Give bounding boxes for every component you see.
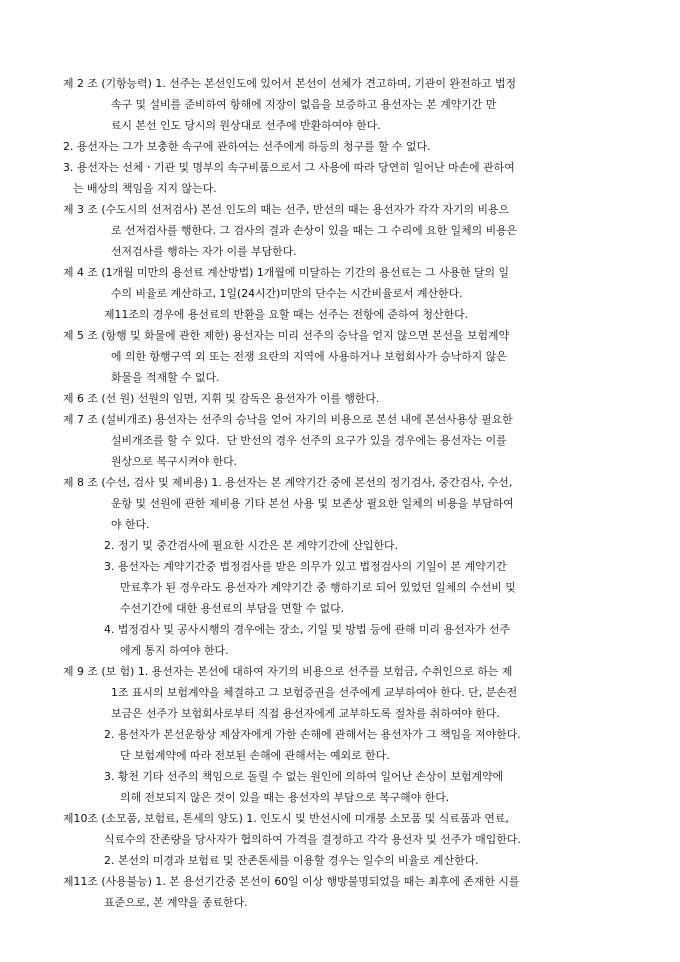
- article-5-line-2: 에 의한 항행구역 외 또는 전쟁 요란의 지역에 사용하거나 보험회사가 승낙하지 않은: [111, 350, 507, 363]
- article-3-line-2: 로 선저검사를 행한다. 그 검사의 결과 손상이 있을 때는 그 수리에 요한 일체의 비용은: [111, 224, 518, 237]
- article-8-item-3-line-3: 수선기간에 대한 용선료의 부담을 면할 수 없다.: [120, 602, 345, 615]
- article-8-item-3-line-1: 3. 용선자는 계약기간중 법정검사를 받은 의무가 있고 법정검사의 기일이 본 계약기간: [104, 560, 507, 573]
- article-8-line-1: 제 8 조 (수선, 검사 및 제비용) 1. 용선자는 본 계약기간 중에 본선의 정기검사, 중간검사, 수선,: [63, 476, 513, 489]
- article-5-line-1: 제 5 조 (항행 및 화물에 관한 제한) 용선자는 미리 선주의 승낙을 얻지 않으면 본선을 보험계약: [63, 329, 510, 342]
- article-7-line-3: 원상으로 복구시켜야 한다.: [111, 455, 238, 468]
- article-11-line-1: 제11조 (사용불능) 1. 본 용선기간중 본선이 60일 이상 행방불명되었을 때는 최후에 존재한 시를: [63, 875, 520, 888]
- article-9-item-3-line-2: 의해 전보되지 않은 것이 있을 때는 용선자의 부담으로 복구해야 한다.: [120, 791, 450, 804]
- article-10-item-2: 2. 본선의 미경과 보험료 및 잔존톤세를 이용할 경우는 일수의 비율로 계산한다.: [104, 854, 479, 867]
- article-8-item-4-line-1: 4. 법정검사 및 공사시행의 경우에는 장소, 기일 및 방법 등에 관해 미리 용선자가 선주: [104, 623, 511, 636]
- article-9-item-3-line-1: 3. 황천 기타 선주의 책임으로 돌릴 수 없는 원인에 의하여 일어난 손상이 보험계약에: [104, 770, 504, 783]
- article-5-line-3: 화물을 적재할 수 없다.: [111, 371, 220, 384]
- article-10-line-1: 제10조 (소모품, 보험료, 톤세의 양도) 1. 인도시 및 반선시에 미개봉 소모품 및 식료품과 연료,: [63, 812, 509, 825]
- article-2-item-3-line-2: 는 배상의 책임을 지지 않는다.: [73, 182, 217, 195]
- article-8-item-4-line-2: 에게 통지 하여야 한다.: [120, 644, 229, 657]
- article-2-line-1: 제 2 조 (기항능력) 1. 선주는 본선인도에 있어서 본선이 선체가 견고하며, 기관이 완전하고 법정: [63, 77, 517, 90]
- article-8-item-3-line-2: 만료후가 된 경우라도 용선자가 계약기간 중 행하기로 되어 있었던 일체의 수선비 및: [120, 581, 516, 594]
- article-9-line-3: 보금은 선주가 보험회사로부터 직접 용선자에게 교부하도록 절차를 취하여야 한다.: [111, 707, 500, 720]
- article-4-line-3: 제11조의 경우에 용선료의 반환을 요할 때는 선주는 전항에 준하여 청산한다.: [104, 308, 469, 321]
- article-4-line-2: 수의 비율로 계산하고, 1일(24시간)미만의 단수는 시간비율로서 계산한다.: [111, 287, 463, 300]
- article-8-line-2: 운항 및 선원에 관한 제비용 기타 본선 사용 및 보존상 필요한 일체의 비용을 부담하여: [111, 497, 514, 510]
- article-3-line-3: 선저검사를 행하는 자가 이를 부담한다.: [111, 245, 297, 258]
- article-9-item-2-line-2: 단 보험계약에 따라 전보된 손해에 관해서는 예외로 한다.: [120, 749, 390, 762]
- article-2-line-2: 속구 및 설비를 준비하여 항해에 지장이 없음을 보증하고 용선자는 본 계약기간 만: [111, 98, 497, 111]
- article-9-line-1: 제 9 조 (보 험) 1. 용선자는 본선에 대하여 자기의 비용으로 선주를 보험금, 수취인으로 하는 제: [63, 665, 513, 678]
- article-4-line-1: 제 4 조 (1개월 미만의 용선료 계산방법) 1개월에 미달하는 기간의 용선료는 그 사용한 달의 일: [63, 266, 509, 279]
- article-7-line-2: 설비개조를 할 수 있다. 단 반선의 경우 선주의 요구가 있을 경우에는 용선자는 이를: [111, 434, 507, 447]
- article-2-item-3-line-1: 3. 용선자는 선체ㆍ기관 및 명부의 속구비품으로서 그 사용에 따라 당연히 일어난 마손에 관하여: [63, 161, 515, 174]
- article-6-line-1: 제 6 조 (선 원) 선원의 임면, 지휘 및 감독은 용선자가 이를 행한다.: [63, 392, 380, 405]
- article-8-line-3: 야 한다.: [111, 518, 150, 531]
- article-10-line-2: 식료수의 잔존량을 당사자가 협의하여 가격을 결정하고 각각 용선자 및 선주가 매입한다.: [104, 833, 521, 846]
- article-2-line-3: 료시 본선 인도 당시의 원상대로 선주에 반환하여야 한다.: [111, 119, 381, 132]
- article-3-line-1: 제 3 조 (수도시의 선저검사) 본선 인도의 때는 선주, 반선의 때는 용선자가 각각 자기의 비용으: [63, 203, 510, 216]
- article-2-item-2: 2. 용선자는 그가 보충한 속구에 관하여는 선주에게 하등의 청구를 할 수 없다.: [63, 140, 431, 153]
- article-9-line-2: 1조 표시의 보험계약을 체결하고 그 보험증권을 선주에게 교부하여야 한다. 단, 분손전: [111, 686, 518, 699]
- article-7-line-1: 제 7 조 (설비개조) 용선자는 선주의 승낙을 얻어 자기의 비용으로 본선 내에 본선사용상 필요한: [63, 413, 513, 426]
- article-9-item-2-line-1: 2. 용선자가 본선운항상 제삼자에게 가한 손해에 관해서는 용선자가 그 책임을 져야한다.: [104, 728, 521, 741]
- article-11-line-2: 표준으로, 본 계약을 종료한다.: [104, 896, 248, 909]
- article-8-item-2: 2. 정기 및 중간검사에 필요한 시간은 본 계약기간에 산입한다.: [104, 539, 399, 552]
